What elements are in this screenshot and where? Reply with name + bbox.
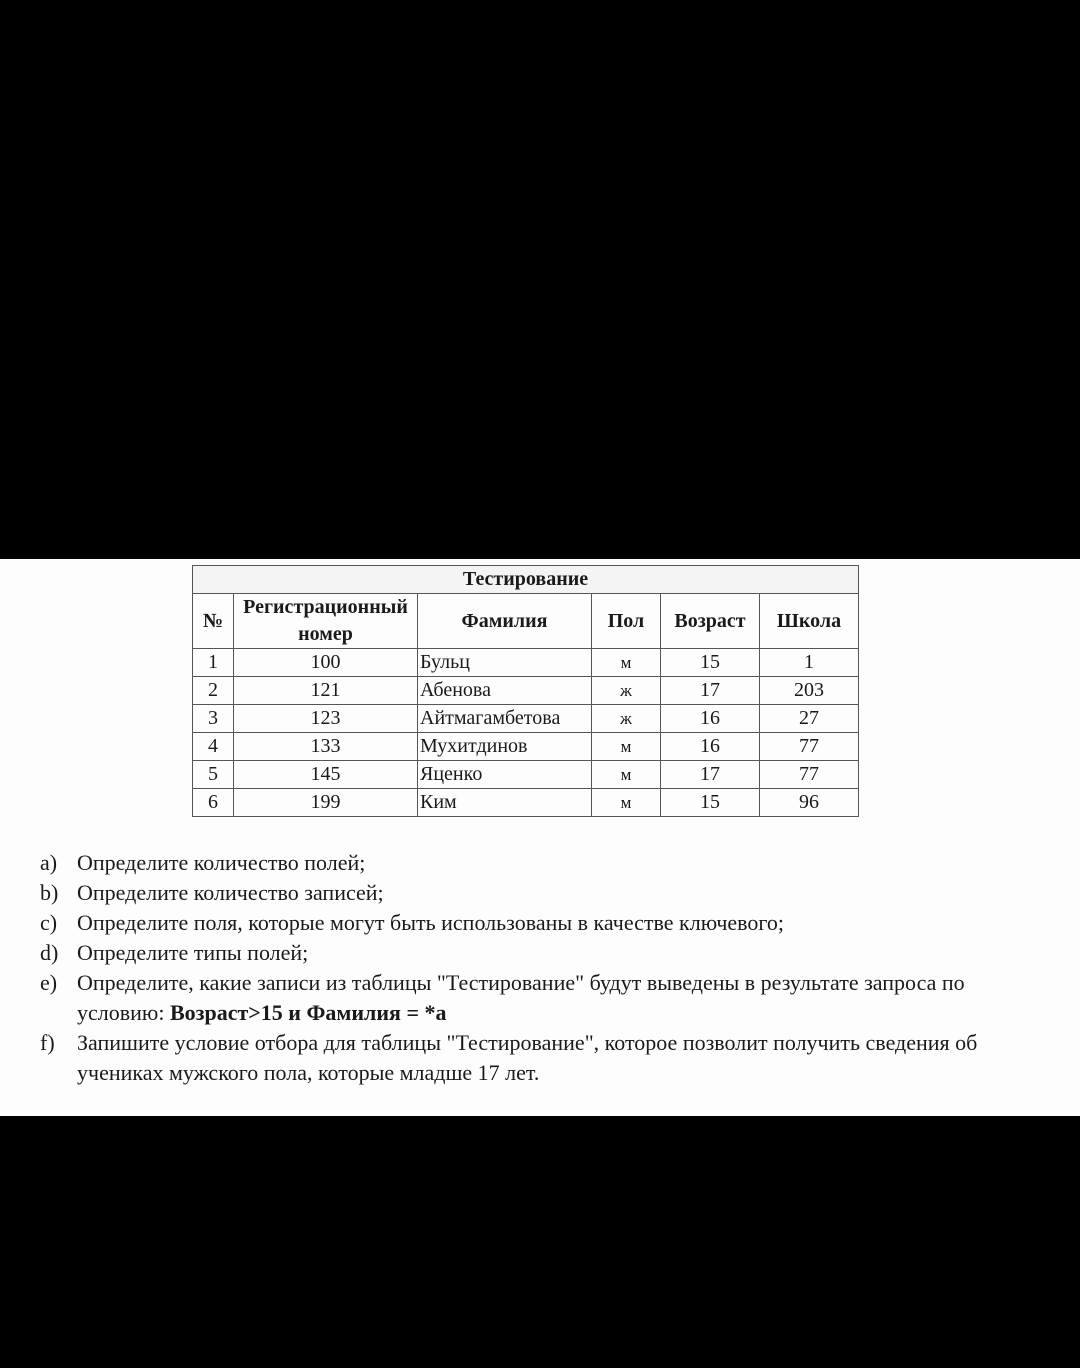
- question-item: [40, 1028, 1050, 1088]
- cell-school: 1: [760, 649, 859, 677]
- question-item: [40, 848, 1050, 878]
- cell-surname: Айтмагамбетова: [418, 705, 592, 733]
- cell-sex: ж: [592, 677, 661, 705]
- testing-table: [192, 565, 859, 817]
- cell-age: 17: [661, 677, 760, 705]
- question-text: [77, 848, 1050, 878]
- cell-age: 16: [661, 733, 760, 761]
- cell-school: 77: [760, 761, 859, 789]
- cell-number: 6: [193, 789, 234, 817]
- questions-list: [40, 848, 1050, 1088]
- header-school: Школа: [760, 594, 859, 649]
- question-text-body: Определите количество записей;: [77, 880, 384, 905]
- table-caption-row: [193, 566, 859, 594]
- table-header-row: [193, 594, 859, 649]
- question-marker: b): [40, 880, 59, 905]
- cell-surname: Бульц: [418, 649, 592, 677]
- query-condition: Возраст>15 и Фамилия = *а: [169, 1000, 447, 1025]
- header-reg-number: Регистрационный номер: [234, 594, 418, 649]
- question-item: [40, 938, 1050, 968]
- question-marker: e): [40, 970, 58, 995]
- header-age: Возраст: [661, 594, 760, 649]
- cell-surname: Ким: [418, 789, 592, 817]
- question-marker: c): [40, 910, 58, 935]
- cell-school: 27: [760, 705, 859, 733]
- question-text-body: Определите поля, которые могут быть использованы в качестве ключевого;: [77, 910, 784, 935]
- cell-reg-number: 100: [234, 649, 418, 677]
- cell-surname: Мухитдинов: [418, 733, 592, 761]
- question-item: [40, 968, 1050, 1028]
- table-row: [193, 649, 859, 677]
- cell-reg-number: 145: [234, 761, 418, 789]
- table-caption: Тестирование: [193, 566, 859, 594]
- cell-reg-number: 121: [234, 677, 418, 705]
- cell-age: 15: [661, 649, 760, 677]
- cell-reg-number: 199: [234, 789, 418, 817]
- cell-number: 4: [193, 733, 234, 761]
- cell-sex: м: [592, 733, 661, 761]
- question-text: [77, 908, 1050, 938]
- table-row: [193, 789, 859, 817]
- table-row: [193, 705, 859, 733]
- table-row: [193, 677, 859, 705]
- cell-number: 2: [193, 677, 234, 705]
- cell-sex: м: [592, 789, 661, 817]
- question-item: [40, 908, 1050, 938]
- table-row: [193, 761, 859, 789]
- cell-number: 1: [193, 649, 234, 677]
- question-marker: a): [40, 850, 58, 875]
- question-text-body: Определите количество полей;: [77, 850, 366, 875]
- cell-sex: м: [592, 761, 661, 789]
- question-text: [77, 968, 1050, 1028]
- cell-reg-number: 133: [234, 733, 418, 761]
- cell-surname: Абенова: [418, 677, 592, 705]
- document-page: [0, 559, 1080, 1116]
- table-row: [193, 733, 859, 761]
- cell-age: 15: [661, 789, 760, 817]
- question-text-body: Определите, какие записи из таблицы "Тестирование" будут выведены в результате запроса по условию:: [77, 970, 965, 1025]
- cell-surname: Яценко: [418, 761, 592, 789]
- header-number: №: [193, 594, 234, 649]
- cell-reg-number: 123: [234, 705, 418, 733]
- cell-sex: м: [592, 649, 661, 677]
- question-text: [77, 878, 1050, 908]
- question-text: [77, 1028, 1050, 1088]
- cell-age: 16: [661, 705, 760, 733]
- cell-school: 96: [760, 789, 859, 817]
- cell-number: 3: [193, 705, 234, 733]
- question-item: [40, 878, 1050, 908]
- cell-number: 5: [193, 761, 234, 789]
- question-marker: d): [40, 940, 59, 965]
- cell-school: 77: [760, 733, 859, 761]
- cell-age: 17: [661, 761, 760, 789]
- question-text-body: Запишите условие отбора для таблицы "Тестирование", которое позволит получить сведения об учениках мужского пола, которые младше 17 лет.: [77, 1030, 978, 1085]
- header-surname: Фамилия: [418, 594, 592, 649]
- question-marker: f): [40, 1030, 55, 1055]
- cell-sex: ж: [592, 705, 661, 733]
- question-text-body: Определите типы полей;: [77, 940, 309, 965]
- question-text: [77, 938, 1050, 968]
- header-sex: Пол: [592, 594, 661, 649]
- cell-school: 203: [760, 677, 859, 705]
